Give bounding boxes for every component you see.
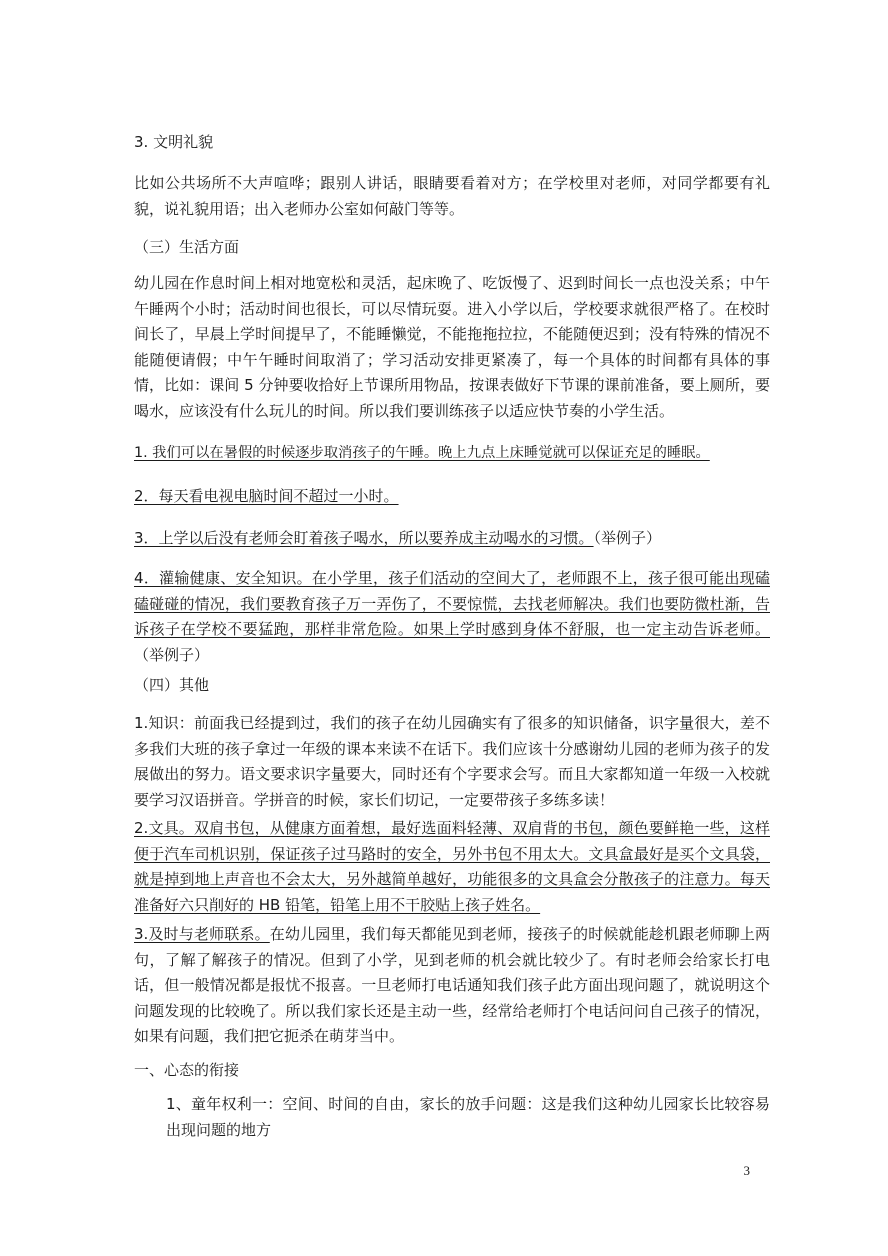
section-3-body: 比如公共场所不大声喧哗；跟别人讲话，眼睛要看着对方；在学校里对老师，对同学都要有礼貌，说礼貌用语；出入老师办公室如何敲门等等。 bbox=[134, 174, 770, 218]
other-contact-title: 3.及时与老师联系。 bbox=[134, 925, 270, 943]
life-item-4-note: （举例子） bbox=[134, 645, 210, 664]
life-item-3 bbox=[134, 526, 770, 552]
life-item-3-note: （举例子） bbox=[593, 529, 662, 547]
other-contact bbox=[134, 922, 770, 1045]
other-heading: （四）其他 bbox=[134, 676, 210, 694]
page-number: 3 bbox=[743, 1163, 750, 1178]
other-stationery: 2.文具。双肩书包，从健康方面着想，最好选面料轻薄、双肩背的书包，颜色要鲜艳一些，这样便于汽车司机识别，保证孩子过马路时的安全，另外书包不用太大。文具盒最好是买个文具袋，就是掉到地上声音也不会太大，另外越简单越好，功能很多的文具盒会分散孩子的注意力。每天准备好六只削好的 HB 铅笔，铅笔上用不干胶贴上孩子姓名。 bbox=[134, 819, 770, 914]
other-knowledge: 1.知识：前面我已经提到过，我们的孩子在幼儿园确实有了很多的知识储备，识字量很大，差不多我们大班的孩子拿过一年级的课本来读不在话下。我们应该十分感谢幼儿园的老师为孩子的发展做出的努力。语文要求识字量要大，同时还有个字要求会写。而且大家都知道一年级一入校就要学习汉语拼音。学拼音的时候，家长们切记，一定要带孩子多练多读！ bbox=[134, 714, 770, 809]
life-heading: （三）生活方面 bbox=[134, 238, 240, 256]
life-item-3-text: 3．上学以后没有老师会盯着孩子喝水，所以要养成主动喝水的习惯。 bbox=[134, 529, 594, 547]
life-item-4-text: 4．灌输健康、安全知识。在小学里，孩子们活动的空间大了，老师跟不上，孩子很可能出现磕磕碰碰的情况，我们要教育孩子万一弄伤了，不要惊慌，去找老师解决。我们也要防微杜渐，告诉孩子在学校不要猛跑，那样非常危险。如果上学时感到身体不舒服，也一定主动告诉老师。 bbox=[134, 569, 770, 638]
section-3-heading: 3. 文明礼貌 bbox=[134, 133, 214, 151]
life-item-2: 2．每天看电视电脑时间不超过一小时。 bbox=[134, 487, 399, 505]
mindset-heading: 一、心态的衔接 bbox=[134, 1061, 240, 1079]
life-item-1: 1. 我们可以在暑假的时候逐步取消孩子的午睡。晚上九点上床睡觉就可以保证充足的睡眠。 bbox=[134, 445, 710, 461]
other-contact-body: 在幼儿园里，我们每天都能见到老师，接孩子的时候就能趁机跟老师聊上两句，了解了解孩子的情况。但到了小学，见到老师的机会就比较少了。有时老师会给家长打电话，但一般情况都是报忧不报喜。一旦老师打电话通知我们孩子此方面出现问题了，就说明这个问题发现的比较晚了。所以我们家长还是主动一些，经常给老师打个电话问问自己孩子的情况，如果有问题，我们把它扼杀在萌芽当中。 bbox=[134, 925, 770, 1045]
life-item-4 bbox=[134, 566, 770, 670]
mindset-item-1: 1、童年权利一：空间、时间的自由，家长的放手问题：这是我们这种幼儿园家长比较容易出现问题的地方 bbox=[166, 1095, 770, 1139]
life-intro: 幼儿园在作息时间上相对地宽松和灵活，起床晚了、吃饭慢了、迟到时间长一点也没关系；中午午睡两个小时；活动时间也很长，可以尽情玩耍。进入小学以后，学校要求就很严格了。在校时间长了，早晨上学时间提早了，不能睡懒觉，不能拖拖拉拉，不能随便迟到；没有特殊的情况不能随便请假；中午午睡时间取消了；学习活动安排更紧凑了，每一个具体的时间都有具体的事情，比如：课间 5 分钟要收拾好上节课所用物品，按课表做好下节课的课前准备，要上厕所，要喝水，应该没有什么玩儿的时间。所以我们要训练孩子以适应快节奏的小学生活。 bbox=[134, 274, 770, 420]
